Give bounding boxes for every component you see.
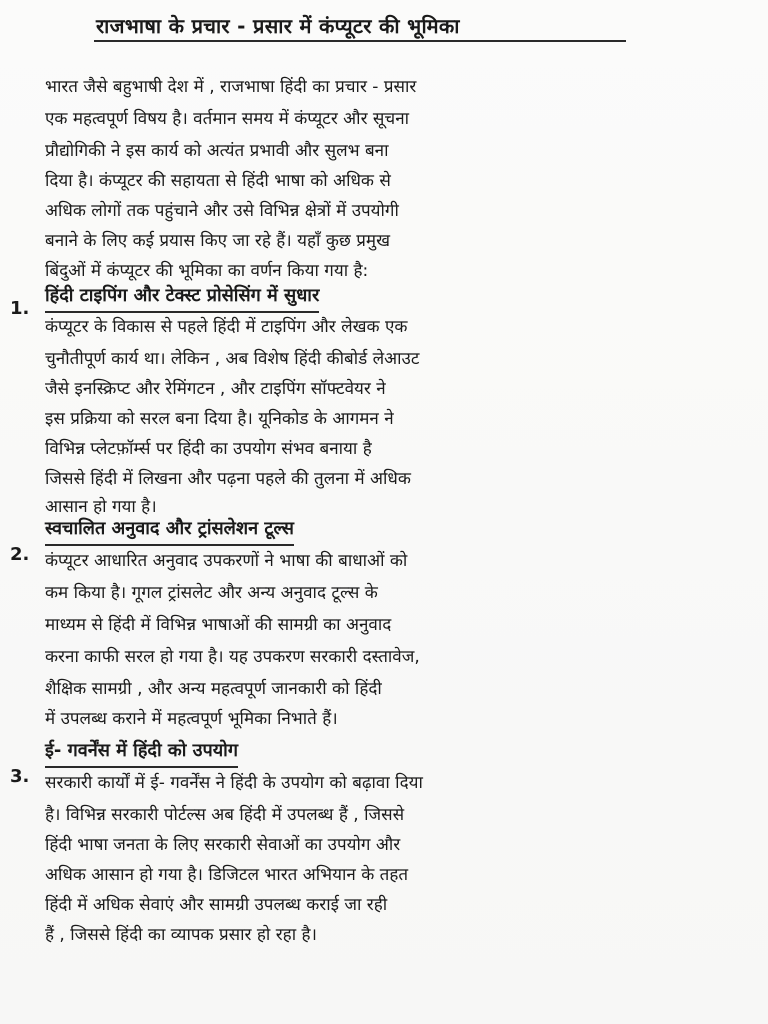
section-line: सरकारी कार्यों में ई- गवर्नेंस ने हिंदी के उपयोग को बढ़ावा दिया — [45, 773, 423, 793]
section-line: माध्यम से हिंदी में विभिन्न भाषाओं की सामग्री का अनुवाद — [45, 615, 392, 635]
intro-line: दिया है। कंप्यूटर की सहायता से हिंदी भाषा को अधिक से — [45, 171, 391, 191]
intro-line: प्रौद्योगिकी ने इस कार्य को अत्यंत प्रभावी और सुलभ बना — [45, 141, 389, 161]
intro-line: बिंदुओं में कंप्यूटर की भूमिका का वर्णन किया गया है: — [45, 261, 369, 281]
section-heading: हिंदी टाइपिंग और टेक्स्ट प्रोसेसिंग में सुधार — [45, 281, 319, 313]
section-line: इस प्रक्रिया को सरल बना दिया है। यूनिकोड के आगमन ने — [45, 409, 394, 429]
section-number: 2. — [10, 544, 30, 565]
intro-line: अधिक लोगों तक पहुंचाने और उसे विभिन्न क्षेत्रों में उपयोगी — [45, 201, 399, 221]
section-heading: स्वचालित अनुवाद और ट्रांसलेशन टूल्स — [45, 514, 294, 546]
intro-line: बनाने के लिए कई प्रयास किए जा रहे हैं। यहाँ कुछ प्रमुख — [45, 231, 390, 251]
intro-line: एक महत्वपूर्ण विषय है। वर्तमान समय में कंप्यूटर और सूचना — [45, 109, 410, 129]
section-line: हिंदी भाषा जनता के लिए सरकारी सेवाओं का उपयोग और — [45, 835, 401, 855]
section-heading: ई- गवर्नेंस में हिंदी को उपयोग — [45, 736, 238, 768]
page-title: राजभाषा के प्रचार - प्रसार में कंप्यूटर की भूमिका — [96, 14, 460, 38]
section-line: कंप्यूटर के विकास से पहले हिंदी में टाइपिंग और लेखक एक — [45, 317, 408, 337]
section-number: 1. — [10, 298, 30, 319]
title-underline — [94, 40, 626, 42]
section-line: अधिक आसान हो गया है। डिजिटल भारत अभियान के तहत — [45, 865, 409, 885]
section-line: जिससे हिंदी में लिखना और पढ़ना पहले की तुलना में अधिक — [45, 469, 411, 489]
section-number: 3. — [10, 766, 30, 787]
intro-line: भारत जैसे बहुभाषी देश में , राजभाषा हिंदी का प्रचार - प्रसार — [45, 77, 417, 97]
section-line: करना काफी सरल हो गया है। यह उपकरण सरकारी दस्तावेज, — [45, 647, 420, 667]
section-line: कंप्यूटर आधारित अनुवाद उपकरणों ने भाषा की बाधाओं को — [45, 551, 408, 571]
section-line: कम किया है। गूगल ट्रांसलेट और अन्य अनुवाद टूल्स के — [45, 583, 378, 603]
section-line: है। विभिन्न सरकारी पोर्टल्स अब हिंदी में उपलब्ध हैं , जिससे — [45, 805, 405, 825]
section-line: जैसे इनस्क्रिप्ट और रेमिंगटन , और टाइपिंग सॉफ्टवेयर ने — [45, 379, 386, 399]
section-line: विभिन्न प्लेटफ़ॉर्म्स पर हिंदी का उपयोग संभव बनाया है — [45, 439, 372, 459]
section-line: में उपलब्ध कराने में महत्वपूर्ण भूमिका निभाते हैं। — [45, 709, 338, 729]
section-line: आसान हो गया है। — [45, 497, 157, 517]
section-line: हिंदी में अधिक सेवाएं और सामग्री उपलब्ध कराई जा रही — [45, 895, 388, 915]
section-line: शैक्षिक सामग्री , और अन्य महत्वपूर्ण जानकारी को हिंदी — [45, 679, 382, 699]
section-line: चुनौतीपूर्ण कार्य था। लेकिन , अब विशेष हिंदी कीबोर्ड लेआउट — [45, 349, 420, 369]
section-line: हैं , जिससे हिंदी का व्यापक प्रसार हो रहा है। — [45, 925, 317, 945]
